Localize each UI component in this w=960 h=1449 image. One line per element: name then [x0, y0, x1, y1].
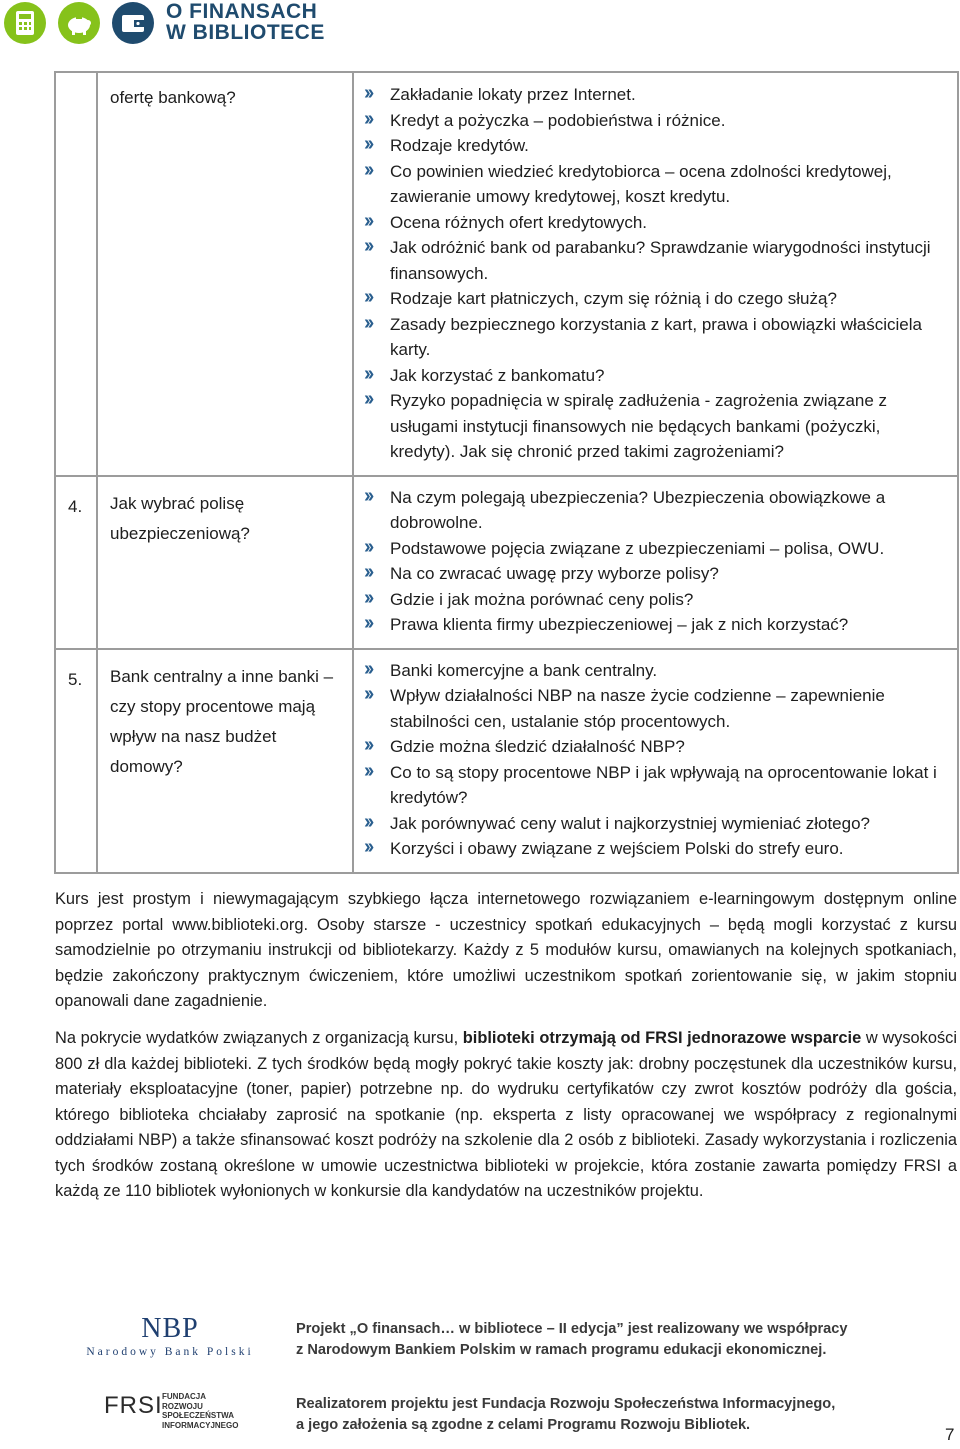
nbp-logo-mark: NBP — [141, 1313, 199, 1344]
module-question-cell — [97, 72, 353, 476]
list-item — [364, 311, 949, 363]
list-item-text: Kredyt a pożyczka – podobieństwa i różnice. — [390, 110, 726, 130]
double-chevron-icon: ›› — [364, 683, 372, 705]
list-item-text: Podstawowe pojęcia związane z ubezpieczeniami – polisa, OWU. — [390, 538, 885, 558]
frsi-note-line-2: a jego założenia są zgodne z celami Programu Rozwoju Bibliotek. — [296, 1417, 751, 1433]
module-items-cell — [353, 476, 958, 649]
funding-paragraph — [55, 1026, 957, 1205]
funding-text-end: w wysokości 800 zł dla każdej biblioteki. Z tych środków będą mogły pokryć takie koszty jak: drobny poczęstunek dla uczestników kursu, materiały eksploatacyjne (toner, papier) potrzebne np. do wydruku certyfikatów czy zwrot kosztów podróży dla gościa, którego biblioteka chciałaby zaprosić na spotkanie (np. eksperta z listy opracowanej we współpracy z regionalnymi oddziałami NBP) a także sfinansować koszt podróży na szkolenie dla 2 osób z biblioteki. Zasady wykorzystania i rozliczenia tych środków zostaną określone w umowie uczestnictwa biblioteki w projekcie, która zostanie zawarta pomiędzy FRSI a każdą ze 110 bibliotek wyłonionych w konkursie dla kandydatów na uczestników projektu. — [55, 1029, 957, 1200]
frsi-subtitle-line: FUNDACJA — [162, 1392, 206, 1401]
list-item-text: Co to są stopy procentowe NBP i jak wpływają na oprocentowanie lokat i kredytów? — [390, 762, 937, 807]
double-chevron-icon: ›› — [364, 535, 372, 558]
frsi-subtitle-line: INFORMACYJNEGO — [162, 1420, 239, 1430]
calculator-icon — [4, 2, 46, 44]
list-item-text: Rodzaje kart płatniczych, czym się różnią i do czego służą? — [390, 289, 837, 308]
list-item-text: Prawa klienta firmy ubezpieczeniowej – jak z nich korzystać? — [390, 615, 849, 634]
double-chevron-icon: ›› — [364, 133, 372, 155]
double-chevron-icon: ›› — [364, 484, 372, 507]
list-item — [364, 82, 949, 108]
list-item — [364, 657, 949, 684]
module-items-cell — [353, 649, 958, 873]
topic-list — [354, 477, 957, 648]
double-chevron-icon: ›› — [364, 82, 372, 104]
module-items-cell — [353, 72, 958, 476]
list-item-text: Jak odróżnić bank od parabanku? Sprawdzanie wiarygodności instytucji finansowych. — [390, 238, 931, 283]
list-item — [364, 388, 949, 465]
page-header — [0, 0, 960, 50]
module-question: Jak wybrać polisę ubezpieczeniową? — [110, 493, 250, 543]
double-chevron-icon: ›› — [364, 209, 372, 232]
double-chevron-icon: ›› — [364, 388, 372, 410]
frsi-subtitle-line: SPOŁECZEŃSTWA — [162, 1411, 235, 1420]
course-topics-table — [54, 71, 959, 874]
list-item-text: Rodzaje kredytów. — [390, 136, 529, 155]
brand-line-1: O FINANSACH — [166, 0, 318, 23]
list-item-text: Na co zwracać uwagę przy wyborze polisy? — [390, 564, 719, 583]
list-item-text: Jak porównywać ceny walut i najkorzystniej wymieniać złotego? — [390, 813, 870, 833]
double-chevron-icon: ›› — [364, 586, 372, 609]
list-item-text: Gdzie można śledzić działalność NBP? — [390, 737, 685, 756]
list-item — [364, 235, 949, 286]
table-row — [55, 649, 958, 873]
frsi-logo-subtitle — [162, 1392, 238, 1430]
topic-list — [354, 73, 957, 475]
frsi-subtitle-line: ROZWOJU — [162, 1401, 203, 1411]
page-number: 7 — [945, 1425, 955, 1444]
list-item-text: Wpływ działalności NBP na nasze życie codzienne – zapewnienie stabilności cen, ustalanie stóp procentowych. — [390, 686, 885, 731]
nbp-logo-subtitle: Narodowy Bank Polski — [86, 1346, 254, 1358]
double-chevron-icon: ›› — [364, 836, 372, 858]
list-item — [364, 683, 949, 734]
module-question: ofertę bankową? — [110, 88, 236, 107]
frsi-implementer-note — [296, 1394, 946, 1436]
funding-highlight: biblioteki otrzymają od FRSI jednorazowe wsparcie — [462, 1029, 862, 1047]
double-chevron-icon: ›› — [364, 158, 372, 181]
list-item — [364, 484, 949, 536]
module-number-cell — [55, 72, 97, 476]
page-footer — [0, 1300, 960, 1449]
frsi-logo-mark: FRSI — [104, 1392, 163, 1419]
double-chevron-icon: ›› — [364, 362, 372, 385]
brand-line-2: W BIBLIOTECE — [166, 21, 325, 44]
module-question-cell — [97, 649, 353, 873]
nbp-note-line-2: z Narodowym Bankiem Polskim w ramach programu edukacji ekonomicznej. — [296, 1342, 827, 1358]
list-item — [364, 107, 949, 134]
double-chevron-icon: ›› — [364, 759, 372, 782]
list-item — [364, 561, 949, 587]
module-number-cell — [55, 476, 97, 649]
double-chevron-icon: ›› — [364, 311, 372, 334]
list-item-text: Co powinien wiedzieć kredytobiorca – ocena zdolności kredytowej, zawieranie umowy kredytowej, koszt kredytu. — [390, 161, 892, 206]
list-item — [364, 734, 949, 760]
nbp-cooperation-note — [296, 1319, 946, 1361]
list-item-text: Zasady bezpiecznego korzystania z kart, prawa i obowiązki właściciela karty. — [390, 314, 922, 359]
topic-list — [354, 650, 957, 872]
double-chevron-icon: ›› — [364, 235, 372, 257]
frsi-note-line-1: Realizatorem projektu jest Fundacja Rozwoju Społeczeństwa Informacyjnego, — [296, 1396, 836, 1412]
list-item — [364, 362, 949, 389]
list-item-text: Na czym polegają ubezpieczenia? Ubezpieczenia obowiązkowe a dobrowolne. — [390, 487, 886, 532]
module-question: Bank centralny a inne banki – czy stopy procentowe mają wpływ na nasz budżet domowy? — [110, 666, 334, 776]
table-row — [55, 72, 958, 476]
table-row — [55, 476, 958, 649]
list-item — [364, 286, 949, 312]
module-question-cell — [97, 476, 353, 649]
double-chevron-icon: ›› — [364, 734, 372, 756]
list-item — [364, 535, 949, 562]
double-chevron-icon: ›› — [364, 657, 372, 680]
module-number: 5. — [68, 669, 83, 689]
list-item — [364, 209, 949, 236]
list-item — [364, 158, 949, 210]
list-item — [364, 612, 949, 638]
list-item — [364, 759, 949, 811]
double-chevron-icon: ›› — [364, 107, 372, 130]
nbp-logo — [70, 1314, 270, 1358]
list-item-text: Ocena różnych ofert kredytowych. — [390, 212, 648, 232]
list-item-text: Banki komercyjne a bank centralny. — [390, 660, 658, 680]
double-chevron-icon: ›› — [364, 810, 372, 833]
list-item-text: Gdzie i jak można porównać ceny polis? — [390, 589, 694, 609]
module-number — [56, 73, 96, 88]
course-description-paragraph: Kurs jest prostym i niewymagającym szybkiego łącza internetowego rozwiązaniem e-learningowym dostępnym online poprzez portal www.biblioteki.org. Osoby starsze - uczestnicy spotkań edukacyjnych – będą mogli korzystać z kursu samodzielnie po otrzymaniu instrukcji od bibliotekarzy. Każdy z 5 modułów kursu, omawianych na kolejnych spotkaniach, będzie zakończony praktycznym ćwiczeniem, które umożliwi uczestnikom spotkań zorientowanie się, w jakim stopniu opanowali dane zagadnienie. — [55, 890, 957, 1010]
list-item-text: Korzyści i obawy związane z wejściem Polski do strefy euro. — [390, 839, 844, 858]
list-item-text: Jak korzystać z bankomatu? — [390, 365, 605, 385]
piggy-bank-icon — [58, 2, 100, 44]
double-chevron-icon: ›› — [364, 561, 372, 583]
module-number-cell — [55, 649, 97, 873]
module-number: 4. — [68, 496, 83, 516]
double-chevron-icon: ›› — [364, 612, 372, 634]
list-item — [364, 836, 949, 862]
list-item-text: Zakładanie lokaty przez Internet. — [390, 85, 636, 104]
double-chevron-icon: ›› — [364, 286, 372, 308]
list-item — [364, 810, 949, 837]
frsi-logo — [104, 1388, 244, 1438]
list-item — [364, 586, 949, 613]
wallet-icon — [112, 2, 154, 44]
brand-logo — [166, 1, 325, 43]
funding-text-start: Na pokrycie wydatków związanych z organizacją kursu, — [55, 1029, 459, 1047]
list-item — [364, 133, 949, 159]
nbp-note-line-1: Projekt „O finansach… w bibliotece – II edycja” jest realizowany we współpracy — [296, 1321, 848, 1337]
list-item-text: Ryzyko popadnięcia w spiralę zadłużenia - zagrożenia związane z usługami instytucji finansowych nie będących bankami (pożyczki, kredyty). Jak się chronić przed takimi zagrożeniami? — [390, 391, 888, 461]
